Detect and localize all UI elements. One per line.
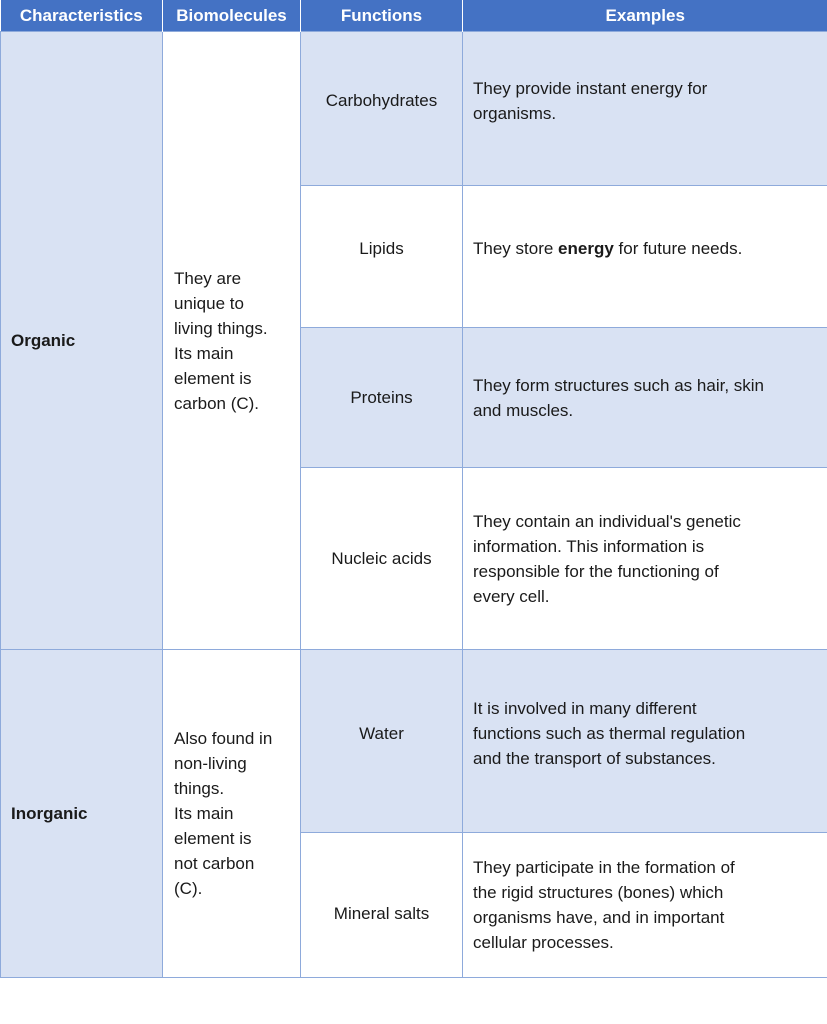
example-carbohydrates (463, 32, 827, 186)
function-mineral-salts (301, 833, 463, 978)
function-label: Mineral salts (333, 903, 430, 923)
example-text (473, 239, 742, 258)
function-carbohydrates (301, 32, 463, 186)
example-text-emphasis: energy (558, 239, 614, 258)
example-water (463, 650, 827, 833)
table-row (1, 32, 827, 186)
header-biomolecules: Biomolecules (163, 0, 301, 32)
header-row (1, 0, 827, 32)
characteristic-organic: Organic (1, 32, 163, 650)
characteristic-inorganic: Inorganic (1, 650, 163, 978)
example-lipids (463, 186, 827, 328)
header-functions: Functions (301, 0, 463, 32)
function-nucleic-acids: Nucleic acids (301, 468, 463, 650)
example-text: It is involved in many different functions such as thermal regulation and the transport of substances. (473, 698, 746, 768)
biomolecule-organic-description: They are unique to living things. Its main element is carbon (C). (163, 32, 301, 650)
table-row (1, 650, 827, 833)
function-water (301, 650, 463, 833)
example-text: They provide instant energy for organisms. (473, 78, 708, 123)
function-lipids (301, 186, 463, 328)
example-proteins: They form structures such as hair, skin and muscles. (463, 328, 827, 468)
function-label: Lipids (359, 239, 404, 258)
function-label: Carbohydrates (325, 91, 438, 110)
biomolecule-inorganic-description: Also found in non-living things. Its main element is not carbon (C). (163, 650, 301, 978)
header-characteristics: Characteristics (1, 0, 163, 32)
example-text-part: They store (473, 239, 559, 258)
example-nucleic-acids: They contain an individual's genetic information. This information is responsible for the functioning of every cell. (463, 468, 827, 650)
example-text-part: for future needs. (613, 239, 743, 258)
header-examples: Examples (463, 0, 827, 32)
example-mineral-salts: They participate in the formation of the rigid structures (bones) which organisms have, and in important cellular processes. (463, 833, 827, 978)
function-proteins: Proteins (301, 328, 463, 468)
function-label: Water (359, 723, 404, 743)
